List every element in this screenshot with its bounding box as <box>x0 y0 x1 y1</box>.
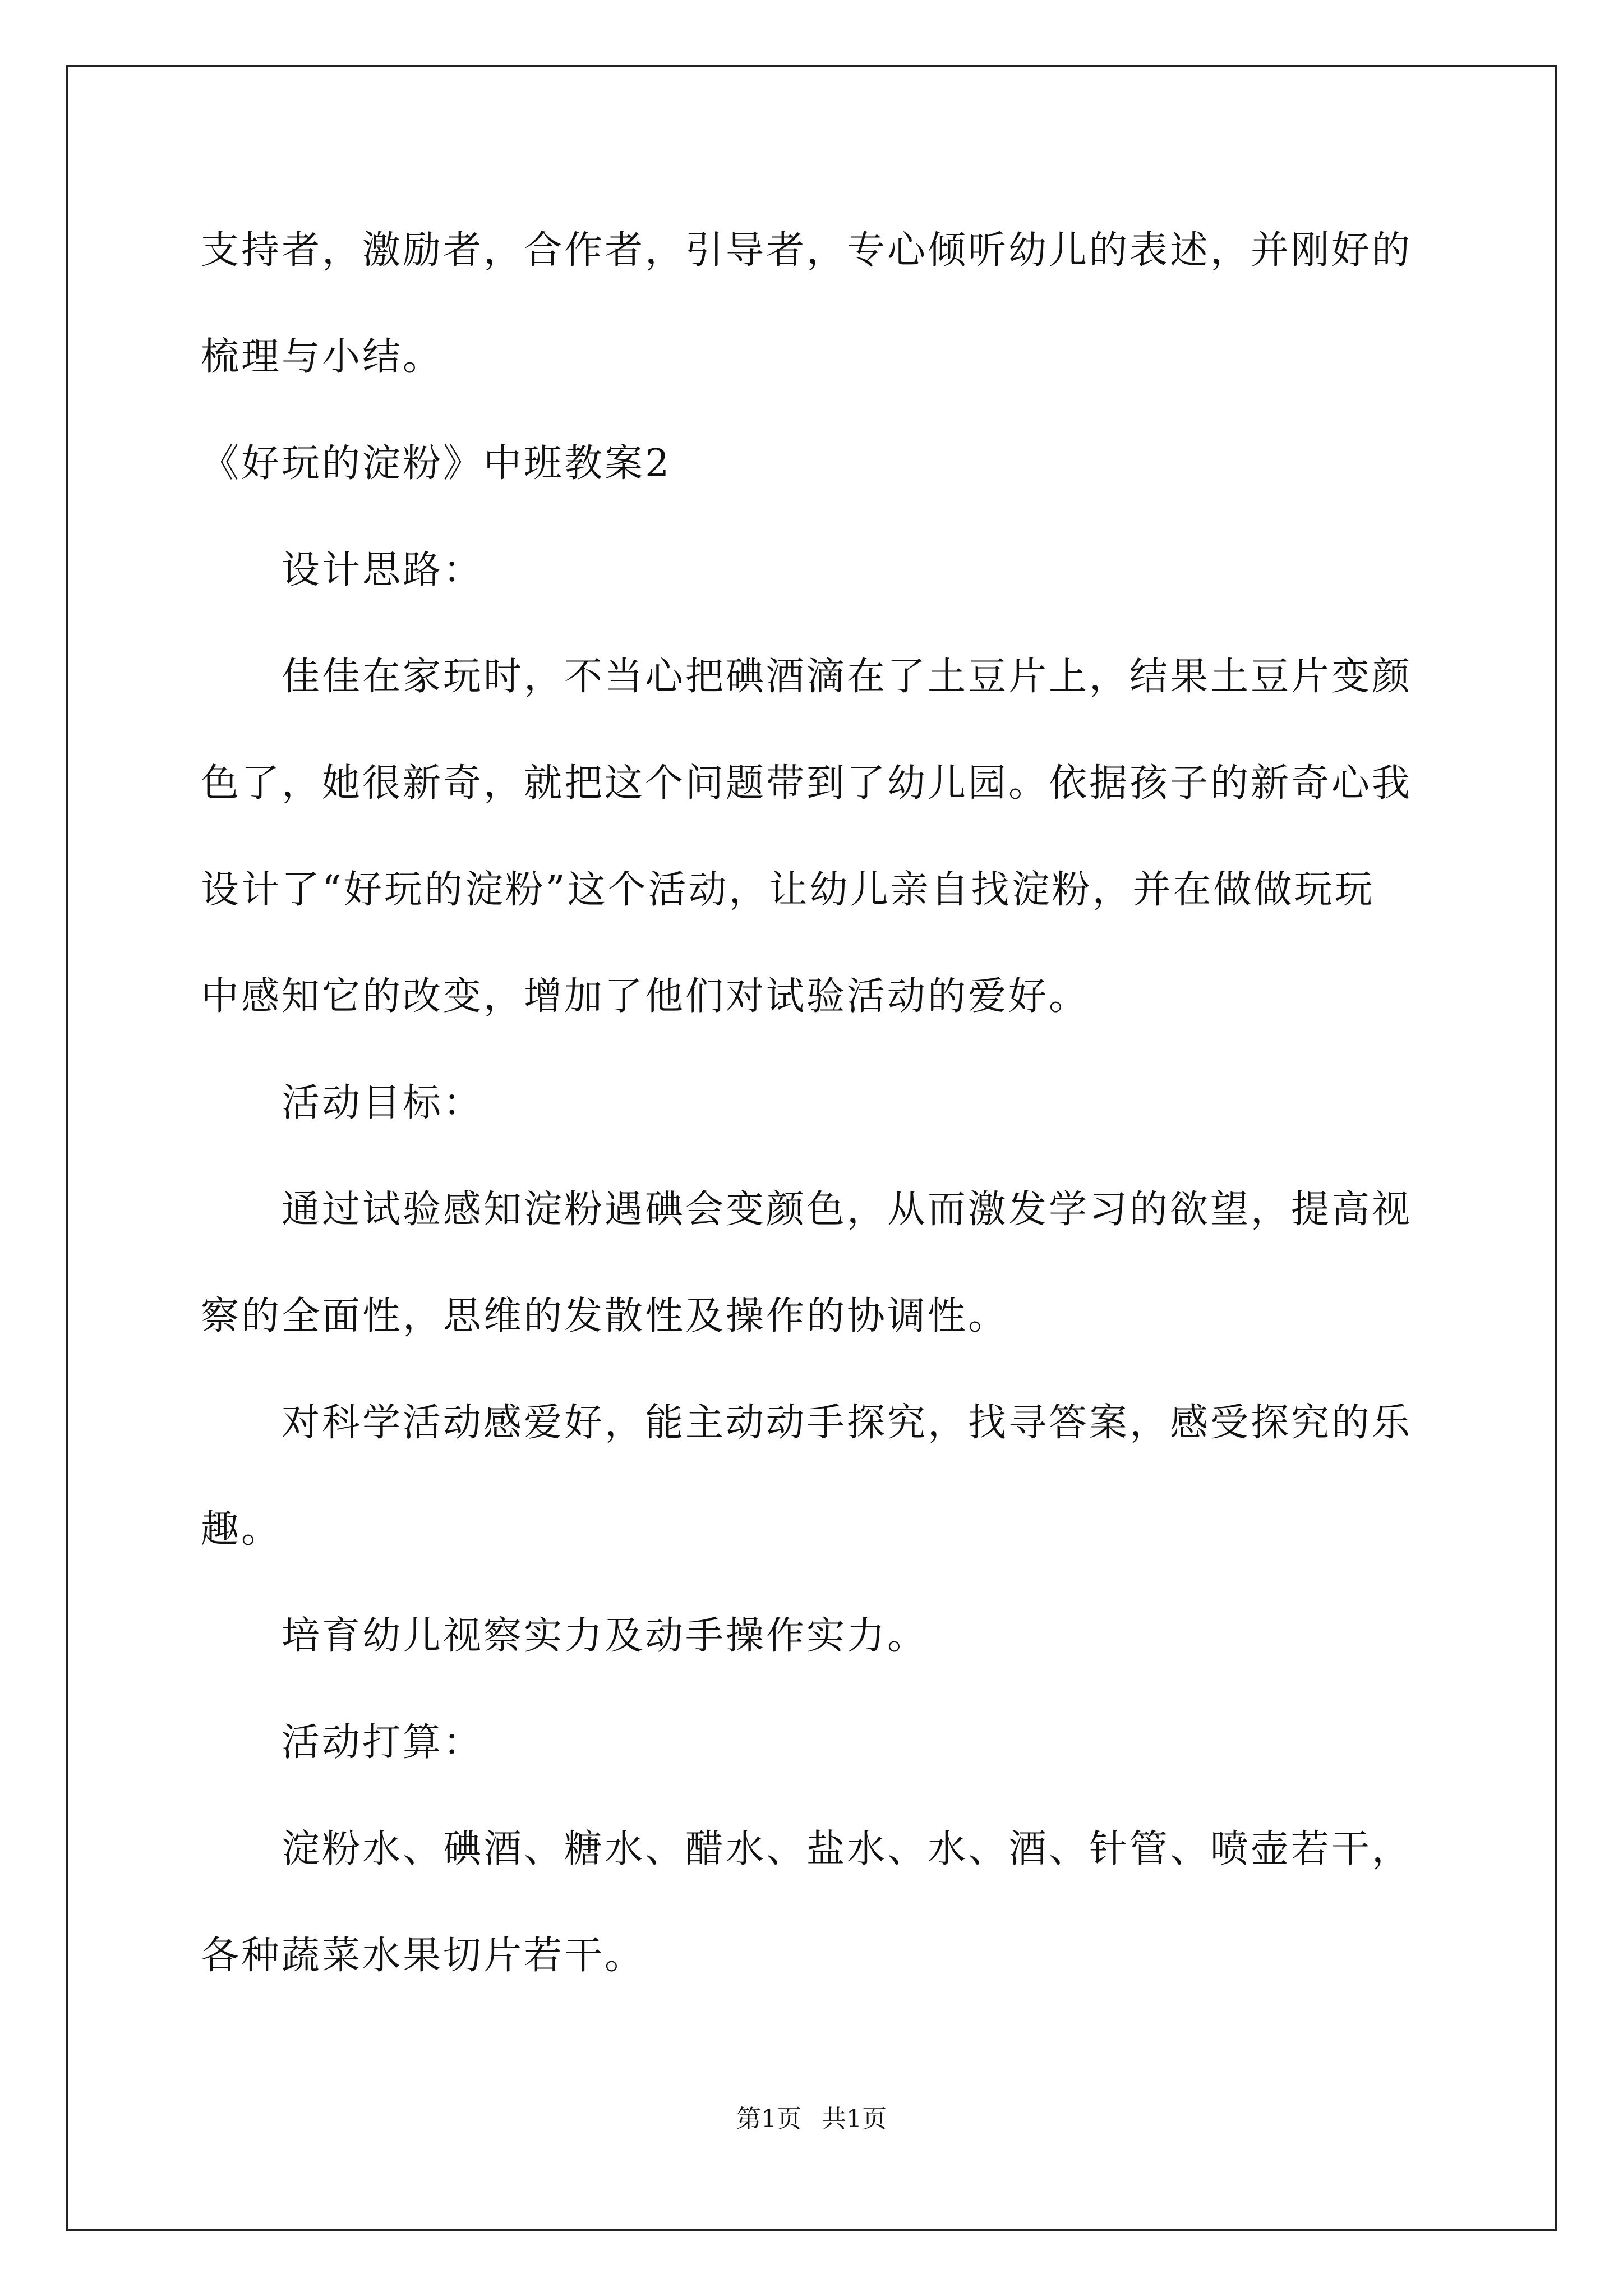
body-line-10: 通过试验感知淀粉遇碘会变颜色，从而激发学习的欲望，提高视 <box>282 1188 1413 1232</box>
body-line-14: 培育幼儿视察实力及动手操作实力。 <box>282 1614 928 1658</box>
page-number: 第1页 <box>736 2105 801 2133</box>
page-frame <box>66 65 1557 2231</box>
heading-activity-prep: 活动打算： <box>282 1720 484 1765</box>
heading-activity-goals: 活动目标： <box>282 1081 484 1125</box>
body-line-11: 察的全面性，思维的发散性及操作的协调性。 <box>201 1294 1009 1338</box>
body-line-6: 色了，她很新奇，就把这个问题带到了幼儿园。依据孩子的新奇心我 <box>201 761 1413 806</box>
body-line-12: 对科学活动感爱好，能主动动手探究，找寻答案，感受探究的乐 <box>282 1401 1413 1445</box>
body-line-17: 各种蔬菜水果切片若干。 <box>201 1934 645 1978</box>
page-footer <box>0 2104 1623 2135</box>
body-line-8: 中感知它的改变，增加了他们对试验活动的爱好。 <box>201 974 1090 1019</box>
section-title: 《好玩的淀粉》中班教案2 <box>201 441 672 486</box>
body-line-7: 设计了“好玩的淀粉”这个活动，让幼儿亲自找淀粉，并在做做玩玩 <box>201 868 1375 912</box>
body-line-2: 梳理与小结。 <box>201 335 444 379</box>
body-line-5: 佳佳在家玩时，不当心把碘酒滴在了土豆片上，结果土豆片变颜 <box>282 655 1413 699</box>
body-line-16: 淀粉水、碘酒、糖水、醋水、盐水、水、酒、针管、喷壶若干， <box>282 1827 1413 1871</box>
body-line-13: 趣。 <box>201 1507 282 1552</box>
heading-design-idea: 设计思路： <box>282 548 484 592</box>
body-line-1: 支持者，激励者，合作者，引导者，专心倾听幼儿的表述，并刚好的 <box>201 228 1413 273</box>
page-total: 共1页 <box>822 2105 887 2133</box>
